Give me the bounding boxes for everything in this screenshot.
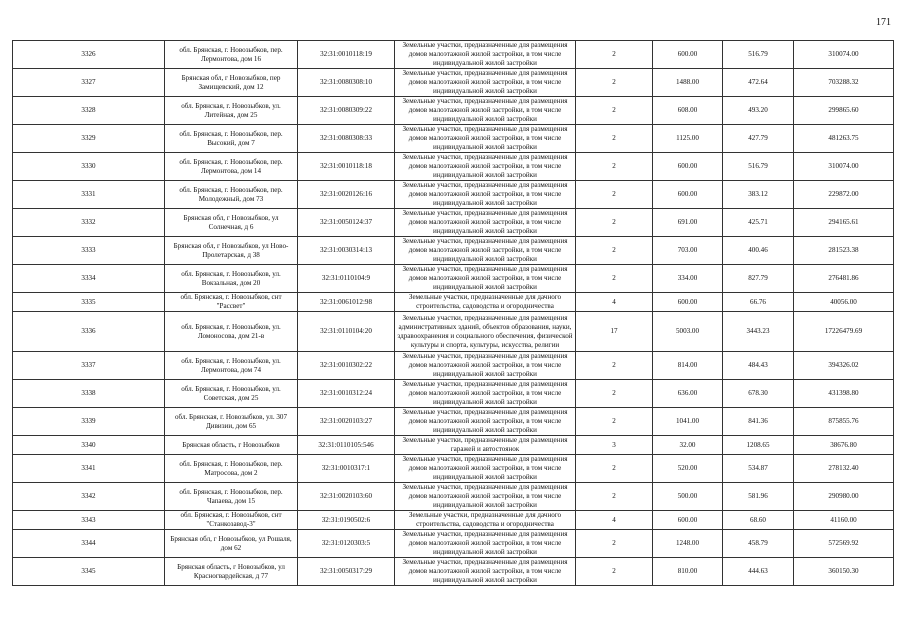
row-number: 3341 [13, 455, 165, 483]
cadastral-number-cell: 32:31:0190502:6 [298, 511, 395, 530]
cadastral-value-cell: 572569.92 [794, 530, 894, 558]
row-number: 3344 [13, 530, 165, 558]
group-cell: 2 [576, 455, 653, 483]
land-use-cell: Земельные участки, предназначенные для размещения домов малоэтажной жилой застройки, в том числе индивидуальной жилой застройки [395, 153, 576, 181]
cadastral-value-cell: 360150.30 [794, 558, 894, 586]
cadastral-value-cell: 310074.00 [794, 153, 894, 181]
area-cell: 814.00 [653, 352, 723, 380]
group-cell: 2 [576, 237, 653, 265]
cadastral-value-cell: 290980.00 [794, 483, 894, 511]
table-row [13, 455, 894, 483]
land-use-cell: Земельные участки, предназначенные для дачного строительства, садоводства и огородничества [395, 511, 576, 530]
land-use-cell: Земельные участки, предназначенные для размещения домов малоэтажной жилой застройки, в том числе индивидуальной жилой застройки [395, 380, 576, 408]
group-cell: 2 [576, 209, 653, 237]
row-number: 3343 [13, 511, 165, 530]
cadastral-number-cell: 32:31:0010118:18 [298, 153, 395, 181]
row-number: 3338 [13, 380, 165, 408]
row-number: 3336 [13, 312, 165, 352]
row-number: 3334 [13, 265, 165, 293]
cadastral-number-cell: 32:31:0020126:16 [298, 181, 395, 209]
area-cell: 600.00 [653, 293, 723, 312]
area-cell: 500.00 [653, 483, 723, 511]
specific-value-cell: 534.87 [723, 455, 794, 483]
address-cell: обл. Брянская, г. Новозыбков, ул. Лермонтова, дом 74 [165, 352, 298, 380]
area-cell: 636.00 [653, 380, 723, 408]
address-cell: обл. Брянская, г. Новозыбков, снт "Станкозавод-3" [165, 511, 298, 530]
specific-value-cell: 581.96 [723, 483, 794, 511]
address-cell: обл. Брянская, г. Новозыбков, ул. Вокзальная, дом 20 [165, 265, 298, 293]
table-row [13, 511, 894, 530]
land-use-cell: Земельные участки, предназначенные для размещения домов малоэтажной жилой застройки, в том числе индивидуальной жилой застройки [395, 97, 576, 125]
table-row [13, 237, 894, 265]
row-number: 3335 [13, 293, 165, 312]
address-cell: обл. Брянская, г. Новозыбков, пер. Молодежный, дом 73 [165, 181, 298, 209]
group-cell: 2 [576, 153, 653, 181]
land-use-cell: Земельные участки, предназначенные для размещения домов малоэтажной жилой застройки, в том числе индивидуальной жилой застройки [395, 125, 576, 153]
registry-body [13, 41, 894, 586]
land-use-cell: Земельные участки, предназначенные для размещения домов малоэтажной жилой застройки, в том числе индивидуальной жилой застройки [395, 69, 576, 97]
cadastral-registry-table [12, 40, 894, 586]
specific-value-cell: 678.30 [723, 380, 794, 408]
cadastral-number-cell: 32:31:0050317:29 [298, 558, 395, 586]
address-cell: обл. Брянская, г. Новозыбков, ул. 307 Дивизии, дом 65 [165, 408, 298, 436]
group-cell: 2 [576, 408, 653, 436]
group-cell: 2 [576, 97, 653, 125]
address-cell: обл. Брянская, г. Новозыбков, снт "Рассвет" [165, 293, 298, 312]
group-cell: 2 [576, 483, 653, 511]
row-number: 3330 [13, 153, 165, 181]
area-cell: 32.00 [653, 436, 723, 455]
table-row [13, 41, 894, 69]
specific-value-cell: 841.36 [723, 408, 794, 436]
land-use-cell: Земельные участки, предназначенные для размещения домов малоэтажной жилой застройки, в том числе индивидуальной жилой застройки [395, 408, 576, 436]
page-number: 171 [876, 17, 891, 28]
cadastral-number-cell: 32:31:0061012:98 [298, 293, 395, 312]
address-cell: обл. Брянская, г. Новозыбков, ул. Ломоносова, дом 21-в [165, 312, 298, 352]
area-cell: 520.00 [653, 455, 723, 483]
address-cell: обл. Брянская, г. Новозыбков, пер. Лермонтова, дом 16 [165, 41, 298, 69]
address-cell: Брянская область, г Новозыбков, ул Красногвардейская, д 77 [165, 558, 298, 586]
specific-value-cell: 427.79 [723, 125, 794, 153]
area-cell: 600.00 [653, 153, 723, 181]
specific-value-cell: 444.63 [723, 558, 794, 586]
row-number: 3333 [13, 237, 165, 265]
area-cell: 810.00 [653, 558, 723, 586]
land-use-cell: Земельные участки, предназначенные для размещения гаражей и автостоянок [395, 436, 576, 455]
specific-value-cell: 425.71 [723, 209, 794, 237]
cadastral-number-cell: 32:31:0010302:22 [298, 352, 395, 380]
land-use-cell: Земельные участки, предназначенные для размещения административных зданий, объектов образования, науки, здравоохранения и социального обеспечения, физической культуры и спорта, культуры, искусства, религии [395, 312, 576, 352]
table-row [13, 352, 894, 380]
cadastral-number-cell: 32:31:0110104:20 [298, 312, 395, 352]
cadastral-value-cell: 276481.86 [794, 265, 894, 293]
land-use-cell: Земельные участки, предназначенные для размещения домов малоэтажной жилой застройки, в том числе индивидуальной жилой застройки [395, 352, 576, 380]
group-cell: 2 [576, 530, 653, 558]
address-cell: Брянская область, г Новозыбков [165, 436, 298, 455]
land-use-cell: Земельные участки, предназначенные для размещения домов малоэтажной жилой застройки, в том числе индивидуальной жилой застройки [395, 41, 576, 69]
specific-value-cell: 68.60 [723, 511, 794, 530]
cadastral-number-cell: 32:31:0080308:33 [298, 125, 395, 153]
area-cell: 600.00 [653, 41, 723, 69]
cadastral-value-cell: 431398.80 [794, 380, 894, 408]
row-number: 3329 [13, 125, 165, 153]
table-row [13, 436, 894, 455]
group-cell: 2 [576, 69, 653, 97]
cadastral-number-cell: 32:31:0120303:5 [298, 530, 395, 558]
cadastral-value-cell: 41160.00 [794, 511, 894, 530]
cadastral-number-cell: 32:31:0030314:13 [298, 237, 395, 265]
area-cell: 1041.00 [653, 408, 723, 436]
specific-value-cell: 516.79 [723, 153, 794, 181]
table-row [13, 181, 894, 209]
cadastral-value-cell: 294165.61 [794, 209, 894, 237]
cadastral-number-cell: 32:31:0080308:10 [298, 69, 395, 97]
row-number: 3331 [13, 181, 165, 209]
row-number: 3339 [13, 408, 165, 436]
table-row [13, 530, 894, 558]
cadastral-value-cell: 703288.32 [794, 69, 894, 97]
cadastral-value-cell: 17226479.69 [794, 312, 894, 352]
land-use-cell: Земельные участки, предназначенные для размещения домов малоэтажной жилой застройки, в том числе индивидуальной жилой застройки [395, 483, 576, 511]
area-cell: 600.00 [653, 511, 723, 530]
cadastral-number-cell: 32:31:0110104:9 [298, 265, 395, 293]
table-row [13, 483, 894, 511]
specific-value-cell: 493.20 [723, 97, 794, 125]
land-use-cell: Земельные участки, предназначенные для размещения домов малоэтажной жилой застройки, в том числе индивидуальной жилой застройки [395, 455, 576, 483]
group-cell: 2 [576, 41, 653, 69]
cadastral-number-cell: 32:31:0010317:1 [298, 455, 395, 483]
specific-value-cell: 516.79 [723, 41, 794, 69]
cadastral-number-cell: 32:31:0010312:24 [298, 380, 395, 408]
cadastral-value-cell: 481263.75 [794, 125, 894, 153]
table-row [13, 312, 894, 352]
group-cell: 17 [576, 312, 653, 352]
area-cell: 608.00 [653, 97, 723, 125]
cadastral-number-cell: 32:31:0020103:60 [298, 483, 395, 511]
cadastral-value-cell: 278132.40 [794, 455, 894, 483]
area-cell: 5003.00 [653, 312, 723, 352]
row-number: 3340 [13, 436, 165, 455]
table-row [13, 265, 894, 293]
land-use-cell: Земельные участки, предназначенные для размещения домов малоэтажной жилой застройки, в том числе индивидуальной жилой застройки [395, 237, 576, 265]
area-cell: 600.00 [653, 181, 723, 209]
group-cell: 4 [576, 293, 653, 312]
address-cell: Брянская обл, г Новозыбков, ул Солнечная, д 6 [165, 209, 298, 237]
cadastral-value-cell: 299865.60 [794, 97, 894, 125]
cadastral-value-cell: 38676.80 [794, 436, 894, 455]
land-use-cell: Земельные участки, предназначенные для размещения домов малоэтажной жилой застройки, в том числе индивидуальной жилой застройки [395, 265, 576, 293]
group-cell: 2 [576, 380, 653, 408]
row-number: 3332 [13, 209, 165, 237]
address-cell: Брянская обл, г Новозыбков, пер Замищевский, дом 12 [165, 69, 298, 97]
address-cell: Брянская обл, г Новозыбков, ул Рошаля, дом 62 [165, 530, 298, 558]
row-number: 3326 [13, 41, 165, 69]
specific-value-cell: 66.76 [723, 293, 794, 312]
area-cell: 1125.00 [653, 125, 723, 153]
table-row [13, 408, 894, 436]
group-cell: 2 [576, 558, 653, 586]
table-row [13, 293, 894, 312]
specific-value-cell: 484.43 [723, 352, 794, 380]
cadastral-value-cell: 40056.00 [794, 293, 894, 312]
address-cell: обл. Брянская, г. Новозыбков, пер. Чапаева, дом 15 [165, 483, 298, 511]
table-row [13, 558, 894, 586]
cadastral-number-cell: 32:31:0050124:37 [298, 209, 395, 237]
cadastral-value-cell: 229872.00 [794, 181, 894, 209]
address-cell: обл. Брянская, г. Новозыбков, пер. Высокий, дом 7 [165, 125, 298, 153]
address-cell: обл. Брянская, г. Новозыбков, пер. Лермонтова, дом 14 [165, 153, 298, 181]
table-row [13, 125, 894, 153]
land-use-cell: Земельные участки, предназначенные для размещения домов малоэтажной жилой застройки, в том числе индивидуальной жилой застройки [395, 181, 576, 209]
cadastral-number-cell: 32:31:0110105:546 [298, 436, 395, 455]
cadastral-value-cell: 394326.02 [794, 352, 894, 380]
row-number: 3345 [13, 558, 165, 586]
area-cell: 703.00 [653, 237, 723, 265]
group-cell: 2 [576, 125, 653, 153]
cadastral-value-cell: 281523.38 [794, 237, 894, 265]
cadastral-number-cell: 32:31:0080309:22 [298, 97, 395, 125]
specific-value-cell: 383.12 [723, 181, 794, 209]
cadastral-number-cell: 32:31:0010118:19 [298, 41, 395, 69]
land-use-cell: Земельные участки, предназначенные для дачного строительства, садоводства и огородничества [395, 293, 576, 312]
cadastral-value-cell: 875855.76 [794, 408, 894, 436]
table-row [13, 209, 894, 237]
group-cell: 3 [576, 436, 653, 455]
land-use-cell: Земельные участки, предназначенные для размещения домов малоэтажной жилой застройки, в том числе индивидуальной жилой застройки [395, 530, 576, 558]
table-row [13, 380, 894, 408]
area-cell: 1488.00 [653, 69, 723, 97]
area-cell: 1248.00 [653, 530, 723, 558]
specific-value-cell: 1208.65 [723, 436, 794, 455]
row-number: 3327 [13, 69, 165, 97]
table-row [13, 97, 894, 125]
area-cell: 691.00 [653, 209, 723, 237]
row-number: 3342 [13, 483, 165, 511]
address-cell: обл. Брянская, г. Новозыбков, ул. Советская, дом 25 [165, 380, 298, 408]
address-cell: Брянская обл, г Новозыбков, ул Ново-Пролетарская, д 38 [165, 237, 298, 265]
land-use-cell: Земельные участки, предназначенные для размещения домов малоэтажной жилой застройки, в том числе индивидуальной жилой застройки [395, 209, 576, 237]
specific-value-cell: 827.79 [723, 265, 794, 293]
land-use-cell: Земельные участки, предназначенные для размещения домов малоэтажной жилой застройки, в том числе индивидуальной жилой застройки [395, 558, 576, 586]
cadastral-value-cell: 310074.00 [794, 41, 894, 69]
group-cell: 2 [576, 181, 653, 209]
specific-value-cell: 3443.23 [723, 312, 794, 352]
specific-value-cell: 458.79 [723, 530, 794, 558]
row-number: 3328 [13, 97, 165, 125]
group-cell: 2 [576, 265, 653, 293]
group-cell: 2 [576, 352, 653, 380]
table-row [13, 153, 894, 181]
address-cell: обл. Брянская, г. Новозыбков, пер. Матросова, дом 2 [165, 455, 298, 483]
specific-value-cell: 400.46 [723, 237, 794, 265]
table-row [13, 69, 894, 97]
address-cell: обл. Брянская, г. Новозыбков, ул. Литейная, дом 25 [165, 97, 298, 125]
group-cell: 4 [576, 511, 653, 530]
specific-value-cell: 472.64 [723, 69, 794, 97]
cadastral-number-cell: 32:31:0020103:27 [298, 408, 395, 436]
row-number: 3337 [13, 352, 165, 380]
area-cell: 334.00 [653, 265, 723, 293]
